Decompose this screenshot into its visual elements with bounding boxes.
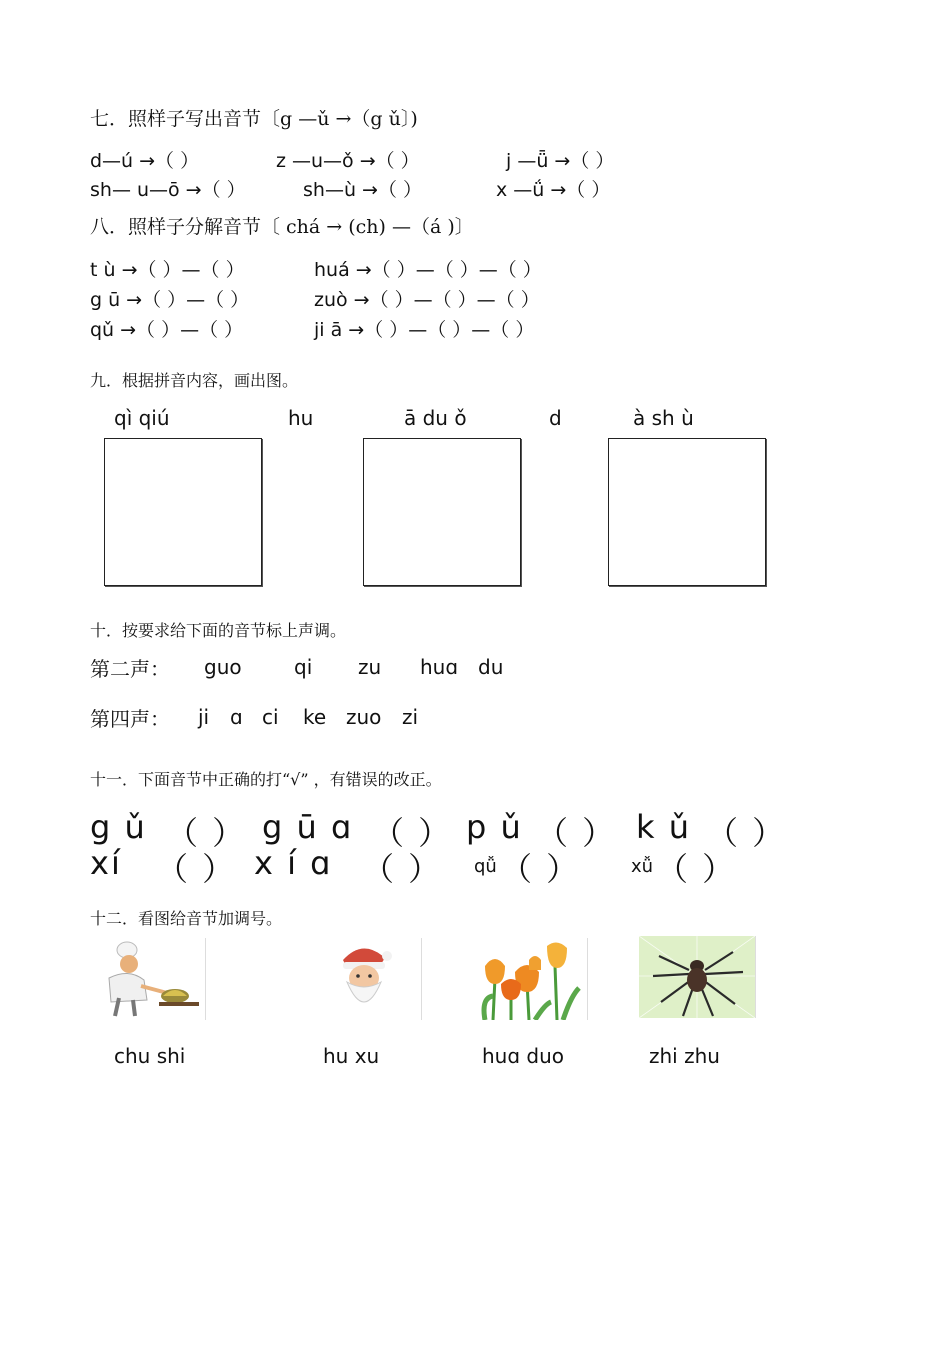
- tulip-flowers-picture: [471, 938, 588, 1020]
- pinyin-label: ā du ǒ: [404, 406, 467, 430]
- syllable: zuo: [346, 705, 382, 729]
- section7-item: j —ǖ →（ ）: [506, 150, 615, 172]
- fourth-tone-label: 第四声：: [90, 707, 170, 731]
- answer-paren[interactable]: （ ）: [500, 850, 581, 888]
- section8-item: zuò →（ ）—（ ）—（ ）: [314, 289, 540, 311]
- old-man-beard-picture: [305, 938, 422, 1020]
- drawing-box[interactable]: [104, 438, 262, 586]
- syllable: zi: [402, 705, 419, 729]
- answer-paren[interactable]: （ ）: [362, 850, 443, 888]
- section7-item: sh— u—ō →（ ）: [90, 179, 246, 201]
- spider-picture: [639, 936, 756, 1018]
- section8-item: qǔ →（ ）—（ ）: [90, 319, 244, 341]
- answer-paren[interactable]: （ ）: [536, 814, 617, 852]
- section8-heading: 八．照样子分解音节〔 chá → (ch) —（á )〕: [90, 216, 474, 238]
- answer-paren[interactable]: （ ）: [156, 850, 237, 888]
- chef-cooking-picture: [89, 938, 206, 1020]
- check-syllable: x í ɑ: [254, 844, 333, 882]
- syllable: huɑ: [420, 655, 459, 679]
- check-syllable: p ǔ: [466, 808, 523, 846]
- section8-item: huá →（ ）—（ ）—（ ）: [314, 259, 542, 281]
- section7-heading: 七．照样子写出音节〔g —ǔ →（g ǔ〕): [90, 108, 418, 130]
- picture-caption: zhi zhu: [649, 1044, 720, 1068]
- section12-heading: 十二．看图给音节加调号。: [90, 909, 283, 928]
- section8-item: ji ā →（ ）—（ ）—（ ）: [314, 319, 535, 341]
- answer-paren[interactable]: （ ）: [166, 814, 247, 852]
- check-syllable: xǚ: [631, 856, 654, 877]
- syllable: ɑ: [230, 705, 243, 729]
- answer-paren[interactable]: （ ）: [656, 850, 737, 888]
- second-tone-label: 第二声：: [90, 657, 170, 681]
- check-syllable: qǚ: [474, 856, 497, 877]
- pinyin-label: qì qiú: [114, 406, 170, 430]
- drawing-box[interactable]: [608, 438, 766, 586]
- check-syllable: g ū ɑ: [262, 808, 354, 846]
- section7-item: d—ú →（ ）: [90, 150, 200, 172]
- syllable: du: [478, 655, 504, 679]
- check-syllable: k ǔ: [636, 808, 691, 846]
- syllable: ke: [303, 705, 327, 729]
- answer-paren[interactable]: （ ）: [706, 814, 787, 852]
- check-syllable: g ǔ: [90, 808, 147, 846]
- syllable: ji: [198, 705, 210, 729]
- syllable: guo: [204, 655, 242, 679]
- section7-item: z —u—ǒ →（ ）: [276, 150, 420, 172]
- section8-item: g ū →（ ）—（ ）: [90, 289, 250, 311]
- section8-item: t ù →（ ）—（ ）: [90, 259, 245, 281]
- check-syllable: xí: [90, 844, 122, 882]
- drawing-box[interactable]: [363, 438, 521, 586]
- picture-caption: hu xu: [323, 1044, 380, 1068]
- section10-heading: 十．按要求给下面的音节标上声调。: [90, 621, 347, 640]
- syllable: zu: [358, 655, 382, 679]
- pinyin-label: hu: [288, 406, 314, 430]
- section7-item: x —ǘ →（ ）: [496, 179, 611, 201]
- pinyin-label: d: [549, 406, 562, 430]
- pinyin-label: à sh ù: [633, 406, 694, 430]
- picture-caption: huɑ duo: [482, 1044, 565, 1068]
- section11-heading: 十一．下面音节中正确的打“√” ，有错误的改正。: [90, 770, 442, 789]
- syllable: qi: [294, 655, 313, 679]
- syllable: ci: [262, 705, 279, 729]
- section7-item: sh—ù →（ ）: [303, 179, 422, 201]
- section9-heading: 九．根据拼音内容，画出图。: [90, 371, 299, 390]
- picture-caption: chu shi: [114, 1044, 186, 1068]
- answer-paren[interactable]: （ ）: [372, 814, 453, 852]
